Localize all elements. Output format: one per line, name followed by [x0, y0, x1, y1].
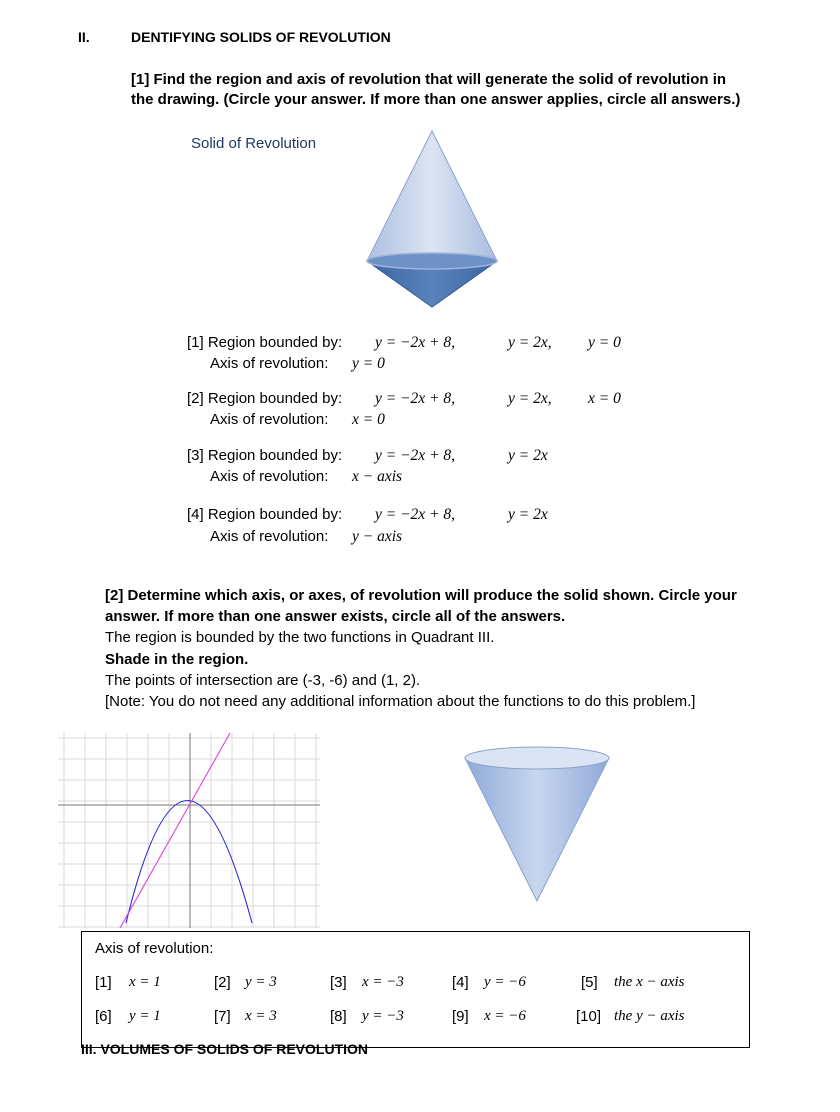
option-3-f1: y = −2x + 8,	[375, 447, 456, 464]
option-4-axis: y − axis	[352, 528, 403, 545]
option-1-axis: y = 0	[352, 355, 385, 372]
next-section-heading-partial: III. VOLUMES OF SOLIDS OF REVOLUTION	[81, 1041, 369, 1057]
answer-6-value: y = 1	[129, 1008, 161, 1024]
q1-prompt-line1: [1] Find the region and axis of revolution that will generate the solid of revolution in	[131, 71, 727, 88]
option-2-axis-label: Axis of revolution:	[210, 411, 329, 428]
answer-8-value: y = −3	[362, 1008, 404, 1024]
axis-box-title: Axis of revolution:	[95, 940, 214, 957]
option-3-region-label: [3] Region bounded by:	[187, 447, 343, 464]
q2-line5: The points of intersection are (-3, -6) and (1, 2).	[105, 672, 421, 689]
option-1-f3: y = 0	[588, 334, 621, 351]
section-number: II.	[78, 29, 90, 45]
option-2-f3: x = 0	[588, 390, 621, 407]
option-4-f1: y = −2x + 8,	[375, 506, 456, 523]
answer-8-num: [8]	[330, 1008, 347, 1025]
section-title: DENTIFYING SOLIDS OF REVOLUTION	[131, 29, 391, 45]
option-1-region-label: [1] Region bounded by:	[187, 334, 343, 351]
answer-4-value: y = −6	[484, 974, 526, 990]
answer-10-value: the y − axis	[614, 1008, 685, 1024]
function-graph	[58, 733, 320, 928]
double-cone-solid	[360, 125, 505, 310]
q2-prompt-line2: answer. If more than one answer exists, circle all of the answers.	[105, 608, 566, 625]
answer-5-value: the x − axis	[614, 974, 685, 990]
option-2-f1: y = −2x + 8,	[375, 390, 456, 407]
option-3-axis-label: Axis of revolution:	[210, 468, 329, 485]
answer-1-value: x = 1	[129, 974, 161, 990]
option-2-f2: y = 2x,	[508, 390, 552, 407]
answer-3-value: x = −3	[362, 974, 404, 990]
q2-line4: Shade in the region.	[105, 651, 249, 668]
option-1-f2: y = 2x,	[508, 334, 552, 351]
q2-line6: [Note: You do not need any additional information about the functions to do this problem.]	[105, 693, 696, 710]
option-1-axis-label: Axis of revolution:	[210, 355, 329, 372]
answer-10-num: [10]	[576, 1008, 602, 1025]
option-1-f1: y = −2x + 8,	[375, 334, 456, 351]
q1-prompt-line2: the drawing. (Circle your answer. If more than one answer applies, circle all answers.)	[131, 91, 741, 108]
answer-3-num: [3]	[330, 974, 347, 991]
answer-9-value: x = −6	[484, 1008, 526, 1024]
inverted-cone-solid	[462, 743, 612, 903]
option-3-axis: x − axis	[352, 468, 403, 485]
answer-5-num: [5]	[581, 974, 598, 991]
answer-6-num: [6]	[95, 1008, 112, 1025]
option-4-region-label: [4] Region bounded by:	[187, 506, 343, 523]
option-4-axis-label: Axis of revolution:	[210, 528, 329, 545]
answer-2-num: [2]	[214, 974, 231, 991]
option-3-f2: y = 2x	[508, 447, 548, 464]
answer-4-num: [4]	[452, 974, 469, 991]
answer-7-num: [7]	[214, 1008, 231, 1025]
answer-9-num: [9]	[452, 1008, 469, 1025]
option-2-axis: x = 0	[352, 411, 385, 428]
q2-line3: The region is bounded by the two functions in Quadrant III.	[105, 629, 495, 646]
answer-7-value: x = 3	[245, 1008, 277, 1024]
option-4-f2: y = 2x	[508, 506, 548, 523]
solid-figure-label: Solid of Revolution	[191, 135, 317, 152]
option-2-region-label: [2] Region bounded by:	[187, 390, 343, 407]
answer-1-num: [1]	[95, 974, 112, 991]
q2-prompt-line1: [2] Determine which axis, or axes, of revolution will produce the solid shown. Circle your	[105, 587, 737, 604]
answer-2-value: y = 3	[245, 974, 277, 990]
